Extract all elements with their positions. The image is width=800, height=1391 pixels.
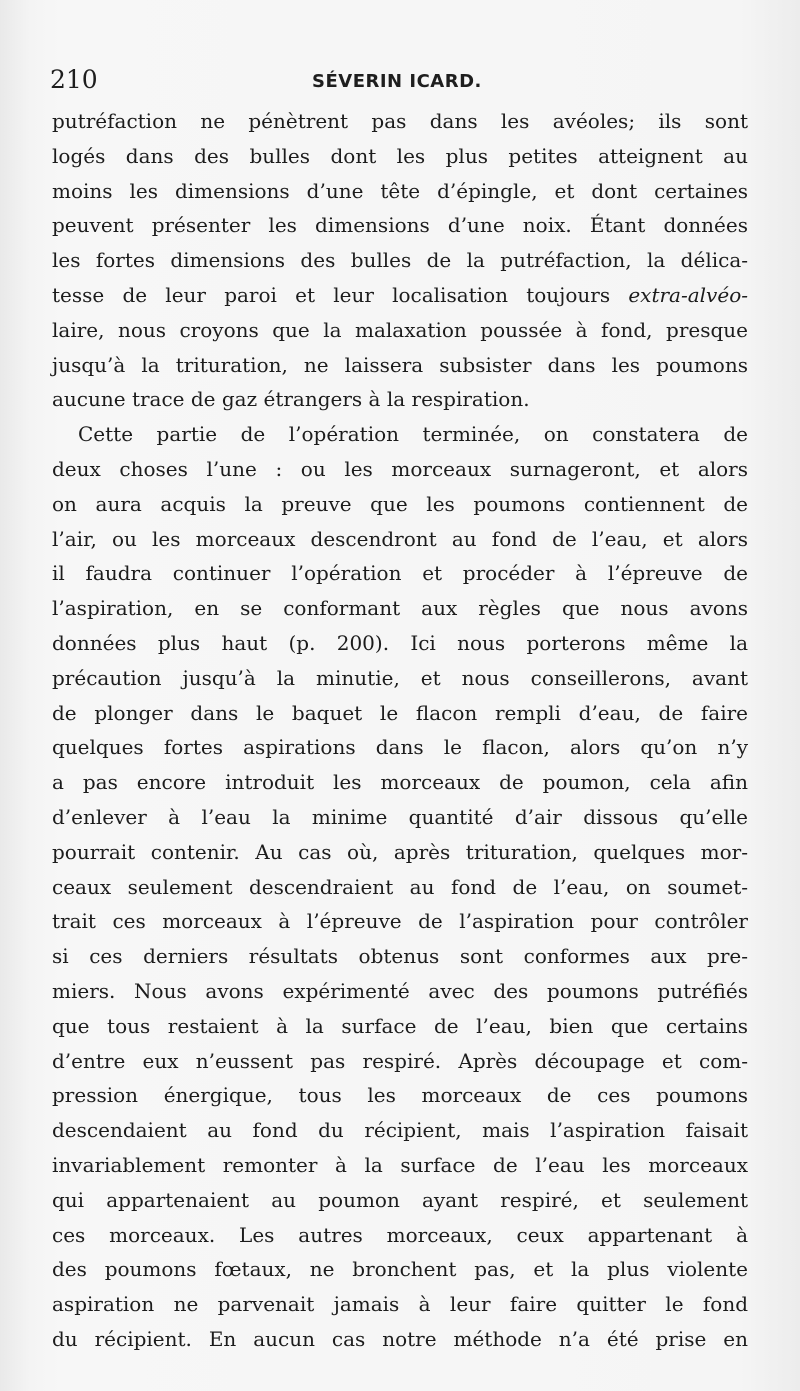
text-line: miers. Nous avons expérimenté avec des poumons putréfiés xyxy=(52,978,748,1003)
running-title: SÉVERIN ICARD. xyxy=(312,71,482,92)
paragraph-first-line: Cette partie de l’opération terminée, on constatera de xyxy=(78,422,748,447)
text-line: données plus haut (p. 200). Ici nous porterons même la xyxy=(52,630,748,655)
text-line-with-italic xyxy=(52,278,748,313)
text-line: a pas encore introduit les morceaux de poumon, cela afin xyxy=(52,770,748,795)
text-line: d’enlever à l’eau la minime quantité d’air dissous qu’elle xyxy=(52,804,748,829)
text-line: de plonger dans le baquet le flacon rempli d’eau, de faire xyxy=(52,700,748,725)
text-line: descendaient au fond du récipient, mais l’aspiration faisait xyxy=(52,1118,748,1143)
text-line: logés dans des bulles dont les plus petites atteignent au xyxy=(52,143,748,168)
italic-term: extra-alvéo- xyxy=(628,282,748,307)
body-text xyxy=(52,104,748,1357)
text-line: précaution jusqu’à la minutie, et nous conseillerons, avant xyxy=(52,665,748,690)
text-line: jusqu’à la trituration, ne laissera subsister dans les poumons xyxy=(52,352,748,377)
text-line: l’aspiration, en se conformant aux règles que nous avons xyxy=(52,596,748,621)
text-line: deux choses l’une : ou les morceaux surnageront, et alors xyxy=(52,456,748,481)
text-line: pourrait contenir. Au cas où, après trituration, quelques mor- xyxy=(52,839,748,864)
text-line: des poumons fœtaux, ne bronchent pas, et la plus violente xyxy=(52,1257,748,1282)
text-line: moins les dimensions d’une tête d’épingle, et dont certaines xyxy=(52,178,748,203)
text-line: qui appartenaient au poumon ayant respiré, et seulement xyxy=(52,1187,748,1212)
text-line: d’entre eux n’eussent pas respiré. Après découpage et com- xyxy=(52,1048,748,1073)
paragraph-last-line: aucune trace de gaz étrangers à la respiration. xyxy=(52,387,530,412)
running-head xyxy=(50,62,750,98)
text-line: aspiration ne parvenait jamais à leur faire quitter le fond xyxy=(52,1292,748,1317)
text-line: les fortes dimensions des bulles de la putréfaction, la délica- xyxy=(52,248,748,273)
text-line: trait ces morceaux à l’épreuve de l’aspiration pour contrôler xyxy=(52,909,748,934)
text-line: l’air, ou les morceaux descendront au fond de l’eau, et alors xyxy=(52,526,748,551)
text-line: il faudra continuer l’opération et procéder à l’épreuve de xyxy=(52,561,748,586)
text-line: que tous restaient à la surface de l’eau, bien que certains xyxy=(52,1013,748,1038)
text-line: ceaux seulement descendraient au fond de l’eau, on soumet- xyxy=(52,874,748,899)
text-line: invariablement remonter à la surface de l’eau les morceaux xyxy=(52,1152,748,1177)
text-line: du récipient. En aucun cas notre méthode n’a été prise en xyxy=(52,1326,748,1351)
text-line: on aura acquis la preuve que les poumons contiennent de xyxy=(52,491,748,516)
text-line: laire, nous croyons que la malaxation poussée à fond, presque xyxy=(52,317,748,342)
text-line: pression énergique, tous les morceaux de ces poumons xyxy=(52,1083,748,1108)
page-number: 210 xyxy=(50,65,98,94)
text-line: si ces derniers résultats obtenus sont conformes aux pre- xyxy=(52,944,748,969)
text-fragment: tesse de leur paroi et leur localisation toujours xyxy=(52,282,611,307)
text-line: quelques fortes aspirations dans le flacon, alors qu’on n’y xyxy=(52,735,748,760)
text-line: putréfaction ne pénètrent pas dans les avéoles; ils sont xyxy=(52,109,748,133)
text-line: peuvent présenter les dimensions d’une noix. Étant données xyxy=(52,213,748,238)
text-line: ces morceaux. Les autres morceaux, ceux appartenant à xyxy=(52,1222,748,1247)
